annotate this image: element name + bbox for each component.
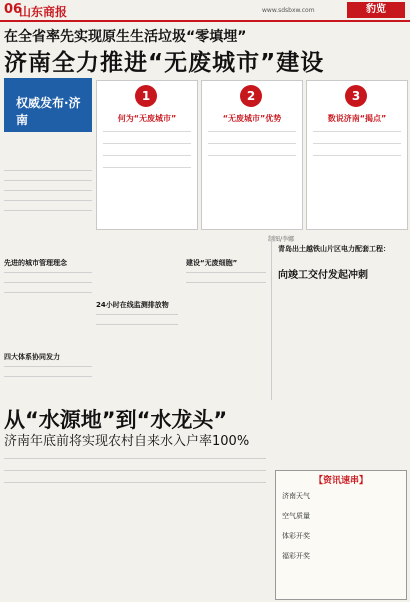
text-line (103, 131, 191, 132)
subhead-left-b: 四大体系协同发力 (4, 353, 60, 361)
body-line (4, 190, 92, 191)
panel-number: 2 (240, 85, 262, 107)
side-kicker: 青岛出土越铁山片区电力配套工程： (278, 245, 390, 253)
news-box (275, 470, 407, 600)
news-item: 福彩开奖 (282, 552, 310, 560)
text-line (208, 155, 296, 156)
lead-headline: 济南全力推进“无废城市”建设 (4, 50, 325, 76)
side-title: 向竣工交付发起冲刺 (278, 270, 368, 281)
page-number: 06 (4, 2, 23, 17)
news-item: 体彩开奖 (282, 532, 310, 540)
body-line (186, 272, 266, 273)
banner-label: 权威发布·济南 (16, 96, 81, 127)
text-line (103, 167, 191, 168)
photo-credit: 制图/李娜 (268, 236, 295, 243)
text-line (313, 155, 401, 156)
text-line (103, 155, 191, 156)
text-line (208, 143, 296, 144)
body-line (4, 470, 266, 471)
body-line (4, 210, 92, 211)
news-box-title: 【资讯速串】 (313, 476, 368, 486)
body-line (4, 200, 92, 201)
lead-kicker: 在全省率先实现原生生活垃圾“零填埋” (4, 29, 247, 45)
site-url[interactable]: www.sdsbxw.com (262, 7, 315, 14)
text-line (313, 143, 401, 144)
panel-number: 3 (345, 85, 367, 107)
body-line (4, 458, 266, 459)
text-line (313, 131, 401, 132)
body-line (96, 324, 178, 325)
second-headline: 从“水源地”到“水龙头” (4, 408, 228, 432)
panel-title: “无废城市”优势 (222, 114, 282, 123)
panel-number: 1 (135, 85, 157, 107)
subhead-left-a: 先进的城市管理理念 (4, 259, 67, 267)
body-line (4, 292, 92, 293)
body-line (4, 282, 92, 283)
subhead-mid-a: 24小时在线监测排放物 (96, 301, 169, 309)
text-line (208, 131, 296, 132)
panel-title: 数说济南“揭点” (327, 114, 387, 123)
info-panels (96, 80, 408, 230)
body-line (96, 314, 178, 315)
body-line (4, 170, 92, 171)
second-subhead: 济南年底前将实现农村自来水入户率100% (4, 434, 250, 449)
news-item: 空气质量 (282, 512, 310, 520)
panel-3 (306, 80, 408, 230)
column-tag: 豹览 (347, 2, 405, 18)
section-banner (4, 78, 92, 132)
panel-2 (201, 80, 303, 230)
body-line (4, 366, 92, 367)
body-line (4, 376, 92, 377)
text-line (103, 143, 191, 144)
body-line (4, 482, 266, 483)
paper-name: 山东商报 (19, 5, 68, 19)
subhead-mid-b: 建设“无废细胞” (186, 259, 238, 267)
side-story (271, 240, 407, 400)
masthead (0, 0, 410, 22)
news-item: 济南天气 (282, 492, 310, 500)
panel-1 (96, 80, 198, 230)
body-line (4, 180, 92, 181)
body-line (4, 272, 92, 273)
panel-title: 何为“无废城市” (117, 114, 177, 123)
body-line (186, 282, 266, 283)
